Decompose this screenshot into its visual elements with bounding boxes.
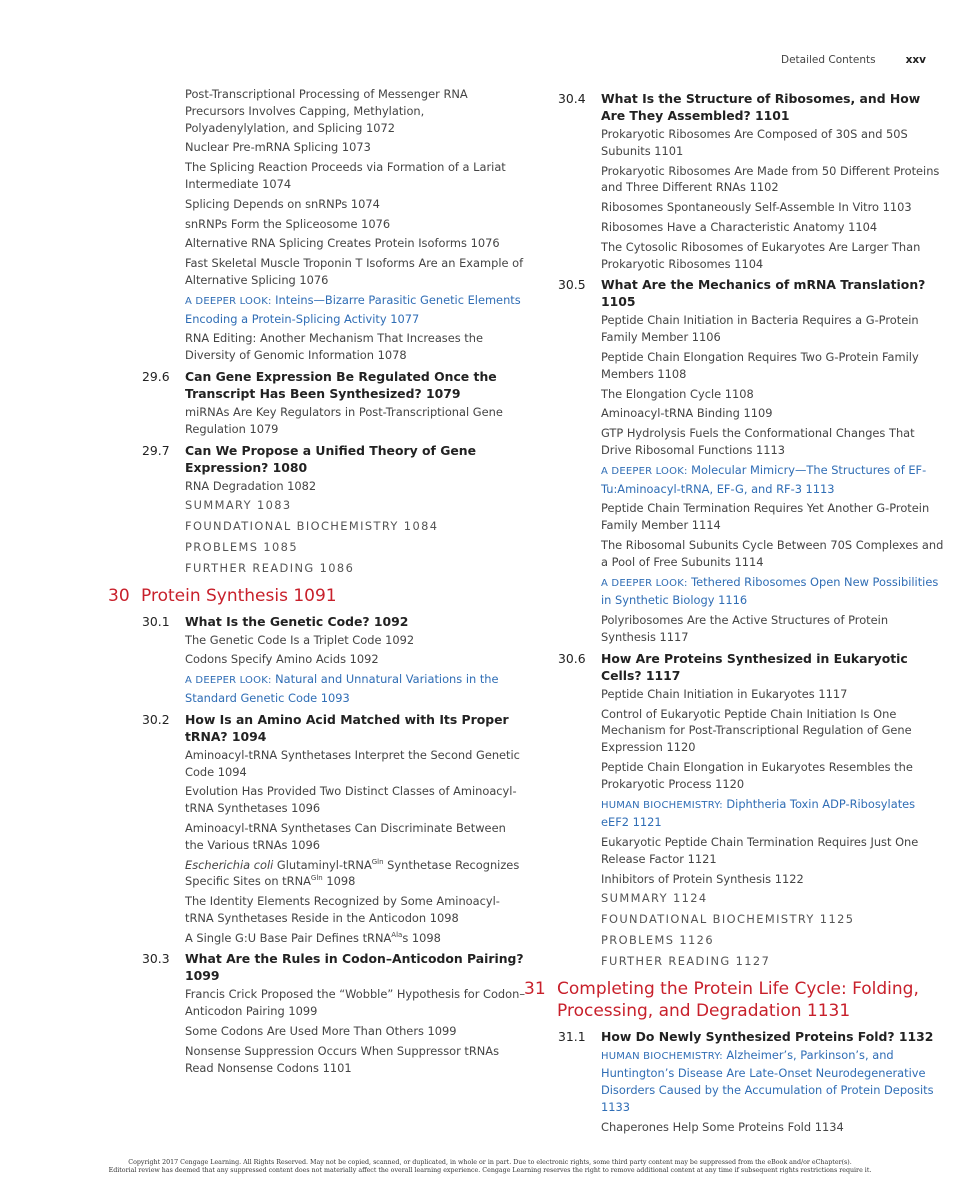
toc-entry (108, 857, 528, 891)
toc-back-matter-entry: FURTHER READING 1086 (185, 560, 355, 575)
chapter-title: Protein Synthesis 1091 (141, 585, 337, 606)
feature-title: Inteins—Bizarre Parasitic Genetic Elements Encoding a Protein-Splicing Activity 1077 (185, 292, 521, 326)
section-number: 30.1 (142, 613, 170, 629)
toc-chapter-heading (108, 585, 528, 607)
toc-entry: Post-Transcriptional Processing of Messenger RNA Precursors Involves Capping, Methylation, Polyadenylylation, and Splicing 1072 (185, 87, 468, 135)
toc-entry: The Identity Elements Recognized by Some Aminoacyl-tRNA Synthetases Reside in the Anticodon 1098 (185, 894, 500, 925)
toc-chapter-heading (524, 978, 944, 1022)
section-number: 30.2 (142, 711, 170, 727)
toc-entry: Aminoacyl-tRNA Binding 1109 (601, 406, 773, 421)
toc-section-heading (524, 650, 944, 684)
feature-tag: A DEEPER LOOK: (185, 675, 272, 687)
toc-section-heading (108, 613, 528, 630)
toc-entry: The Splicing Reaction Proceeds via Formation of a Lariat Intermediate 1074 (185, 160, 506, 191)
toc-back-matter-entry: FOUNDATIONAL BIOCHEMISTRY 1125 (601, 912, 855, 927)
toc-section-heading (108, 368, 528, 402)
toc-entry: Prokaryotic Ribosomes Are Made from 50 Different Proteins and Three Different RNAs 1102 (601, 163, 940, 195)
toc-back-matter-entry: FOUNDATIONAL BIOCHEMISTRY 1084 (185, 519, 439, 534)
feature-title: Alzheimer’s, Parkinson’s, and Huntington’s Disease Are Late-Onset Neurodegenerative Disorders Caused by the Accumulation of Protein Deposits 1133 (601, 1047, 934, 1115)
toc-entry: RNA Degradation 1082 (185, 478, 317, 493)
section-number: 30.3 (142, 951, 170, 967)
toc-entry: Ribosomes Spontaneously Self-Assemble In Vitro 1103 (601, 200, 912, 215)
copyright-footer (0, 1159, 980, 1175)
species-name: Escherichia coli (185, 857, 274, 872)
toc-entry: Polyribosomes Are the Active Structures of Protein Synthesis 1117 (601, 613, 889, 644)
toc-entry: The Genetic Code Is a Triplet Code 1092 (185, 632, 415, 647)
chapter-number: 30 (108, 585, 130, 606)
toc-section-heading (108, 442, 528, 476)
toc-right-column (524, 86, 944, 1139)
toc-back-matter-entry: PROBLEMS 1085 (185, 539, 298, 554)
feature-tag: A DEEPER LOOK: (601, 465, 688, 477)
toc-entry (108, 930, 528, 947)
toc-entry: Prokaryotic Ribosomes Are Composed of 30S and 50S Subunits 1101 (601, 127, 908, 158)
toc-feature-box-entry (524, 462, 944, 498)
toc-section-heading (524, 1028, 944, 1045)
section-title: How Do Newly Synthesized Proteins Fold? 1132 (601, 1028, 934, 1044)
toc-left-column (108, 86, 528, 1079)
chapter-number: 31 (524, 978, 546, 999)
running-header (781, 54, 926, 66)
section-title: How Is an Amino Acid Matched with Its Proper tRNA? 1094 (185, 711, 509, 744)
section-title: What Are the Mechanics of mRNA Translation? 1105 (601, 277, 926, 310)
toc-entry: Peptide Chain Elongation in Eukaryotes Resembles the Prokaryotic Process 1120 (601, 759, 913, 791)
toc-entry: RNA Editing: Another Mechanism That Increases the Diversity of Genomic Information 1078 (185, 331, 483, 363)
toc-section-heading (108, 950, 528, 984)
toc-section-heading (524, 90, 944, 124)
toc-section-heading (524, 276, 944, 310)
toc-entry: Nonsense Suppression Occurs When Suppressor tRNAs Read Nonsense Codons 1101 (185, 1043, 500, 1075)
section-title: What Is the Structure of Ribosomes, and How Are They Assembled? 1101 (601, 91, 921, 123)
feature-title: Natural and Unnatural Variations in the Standard Genetic Code 1093 (185, 672, 499, 705)
section-title: What Are the Rules in Codon–Anticodon Pairing? 1099 (185, 951, 524, 984)
toc-entry: snRNPs Form the Spliceosome 1076 (185, 216, 391, 231)
toc-entry: Peptide Chain Elongation Requires Two G-Protein Family Members 1108 (601, 349, 919, 381)
section-title: Can We Propose a Unified Theory of Gene Expression? 1080 (185, 442, 476, 475)
toc-back-matter-entry: SUMMARY 1083 (185, 498, 292, 513)
toc-entry: Control of Eukaryotic Peptide Chain Initiation Is One Mechanism for Post-Transcriptional Regulation of Gene Expression 1120 (601, 706, 912, 755)
feature-tag: A DEEPER LOOK: (601, 577, 688, 589)
chapter-title: Completing the Protein Life Cycle: Folding, Processing, and Degradation 1131 (557, 978, 919, 1021)
toc-entry: Fast Skeletal Muscle Troponin T Isoforms Are an Example of Alternative Splicing 1076 (185, 256, 524, 287)
toc-entry: Codons Specify Amino Acids 1092 (185, 652, 379, 667)
running-header-label: Detailed Contents (780, 54, 876, 66)
entry-text: s 1098 (402, 930, 441, 945)
toc-back-matter-entry: PROBLEMS 1126 (601, 933, 714, 948)
toc-entry: Francis Crick Proposed the “Wobble” Hypothesis for Codon–Anticodon Pairing 1099 (185, 987, 526, 1019)
toc-entry: Aminoacyl-tRNA Synthetases Interpret the Second Genetic Code 1094 (185, 747, 520, 779)
toc-feature-box-entry (108, 671, 528, 707)
toc-entry: GTP Hydrolysis Fuels the Conformational Changes That Drive Ribosomal Functions 1113 (601, 426, 915, 457)
toc-entry: Some Codons Are Used More Than Others 1099 (185, 1024, 457, 1039)
feature-tag: A DEEPER LOOK: (185, 295, 272, 307)
toc-entry: Eukaryotic Peptide Chain Termination Requires Just One Release Factor 1121 (601, 835, 919, 866)
section-title: Can Gene Expression Be Regulated Once the Transcript Has Been Synthesized? 1079 (185, 368, 497, 401)
toc-entry: miRNAs Are Key Regulators in Post-Transcriptional Gene Regulation 1079 (185, 404, 503, 436)
superscript: Gln (310, 874, 323, 883)
feature-title: Molecular Mimicry—The Structures of EF-Tu:Aminoacyl-tRNA, EF-G, and RF-3 1113 (601, 462, 927, 496)
toc-entry: Chaperones Help Some Proteins Fold 1134 (601, 1119, 844, 1134)
section-number: 30.4 (558, 91, 586, 106)
entry-text: Synthetase Recognizes Specific Sites on tRNA (185, 857, 520, 889)
section-number: 29.7 (142, 442, 170, 458)
toc-entry: Peptide Chain Initiation in Bacteria Requires a G-Protein Family Member 1106 (601, 313, 919, 345)
feature-title: Diphtheria Toxin ADP-Ribosylates eEF2 1121 (601, 796, 916, 830)
entry-text: Glutaminyl-tRNA (273, 857, 372, 872)
superscript: Gln (371, 857, 384, 866)
entry-text: A Single G:U Base Pair Defines tRNA (185, 930, 392, 945)
entry-text: 1098 (322, 874, 356, 889)
toc-entry: Aminoacyl-tRNA Synthetases Can Discriminate Between the Various tRNAs 1096 (185, 820, 506, 852)
section-number: 29.6 (142, 368, 170, 384)
toc-entry: The Ribosomal Subunits Cycle Between 70S Complexes and a Pool of Free Subunits 1114 (601, 537, 944, 569)
toc-back-matter-entry: FURTHER READING 1127 (601, 953, 771, 968)
superscript: Ala (391, 930, 403, 939)
section-number: 30.6 (558, 650, 586, 666)
toc-section-heading (108, 711, 528, 745)
toc-feature-box-entry (108, 292, 528, 328)
toc-back-matter-entry: SUMMARY 1124 (601, 891, 708, 906)
copyright-line-2: Editorial review has deemed that any suppressed content does not materially affect the overall learning experience. Cengage Learning reserves the right to remove additional content at any time if subsequent rights restrictions require it. (108, 1167, 872, 1174)
section-number: 30.5 (558, 277, 586, 293)
toc-feature-box-entry (524, 574, 944, 610)
page-number: xxv (905, 54, 926, 66)
toc-entry: Peptide Chain Termination Requires Yet Another G-Protein Family Member 1114 (601, 501, 930, 533)
toc-feature-box-entry (524, 1047, 944, 1116)
toc-feature-box-entry (524, 796, 944, 832)
toc-entry: Evolution Has Provided Two Distinct Classes of Aminoacyl-tRNA Synthetases 1096 (185, 784, 517, 816)
feature-tag: HUMAN BIOCHEMISTRY: (601, 799, 723, 811)
section-title: How Are Proteins Synthesized in Eukaryotic Cells? 1117 (601, 650, 908, 683)
feature-tag: HUMAN BIOCHEMISTRY: (601, 1050, 723, 1062)
toc-entry: Nuclear Pre-mRNA Splicing 1073 (185, 140, 371, 155)
toc-entry: Splicing Depends on snRNPs 1074 (185, 196, 380, 211)
section-title: What Is the Genetic Code? 1092 (185, 613, 409, 629)
toc-entry: The Cytosolic Ribosomes of Eukaryotes Are Larger Than Prokaryotic Ribosomes 1104 (601, 239, 921, 271)
copyright-line-1: Copyright 2017 Cengage Learning. All Rights Reserved. May not be copied, scanned, or duplicated, in whole or in part. Due to electronic rights, some third party content may be suppressed from the eBook and/or eChapter(s). (128, 1159, 852, 1166)
toc-entry: Inhibitors of Protein Synthesis 1122 (601, 871, 804, 886)
toc-entry: The Elongation Cycle 1108 (601, 386, 754, 401)
toc-entry: Peptide Chain Initiation in Eukaryotes 1117 (601, 686, 848, 701)
toc-entry: Alternative RNA Splicing Creates Protein Isoforms 1076 (185, 236, 500, 251)
section-number: 31.1 (558, 1028, 586, 1044)
toc-entry: Ribosomes Have a Characteristic Anatomy 1104 (601, 219, 878, 234)
feature-title: Tethered Ribosomes Open New Possibilities in Synthetic Biology 1116 (601, 574, 939, 608)
